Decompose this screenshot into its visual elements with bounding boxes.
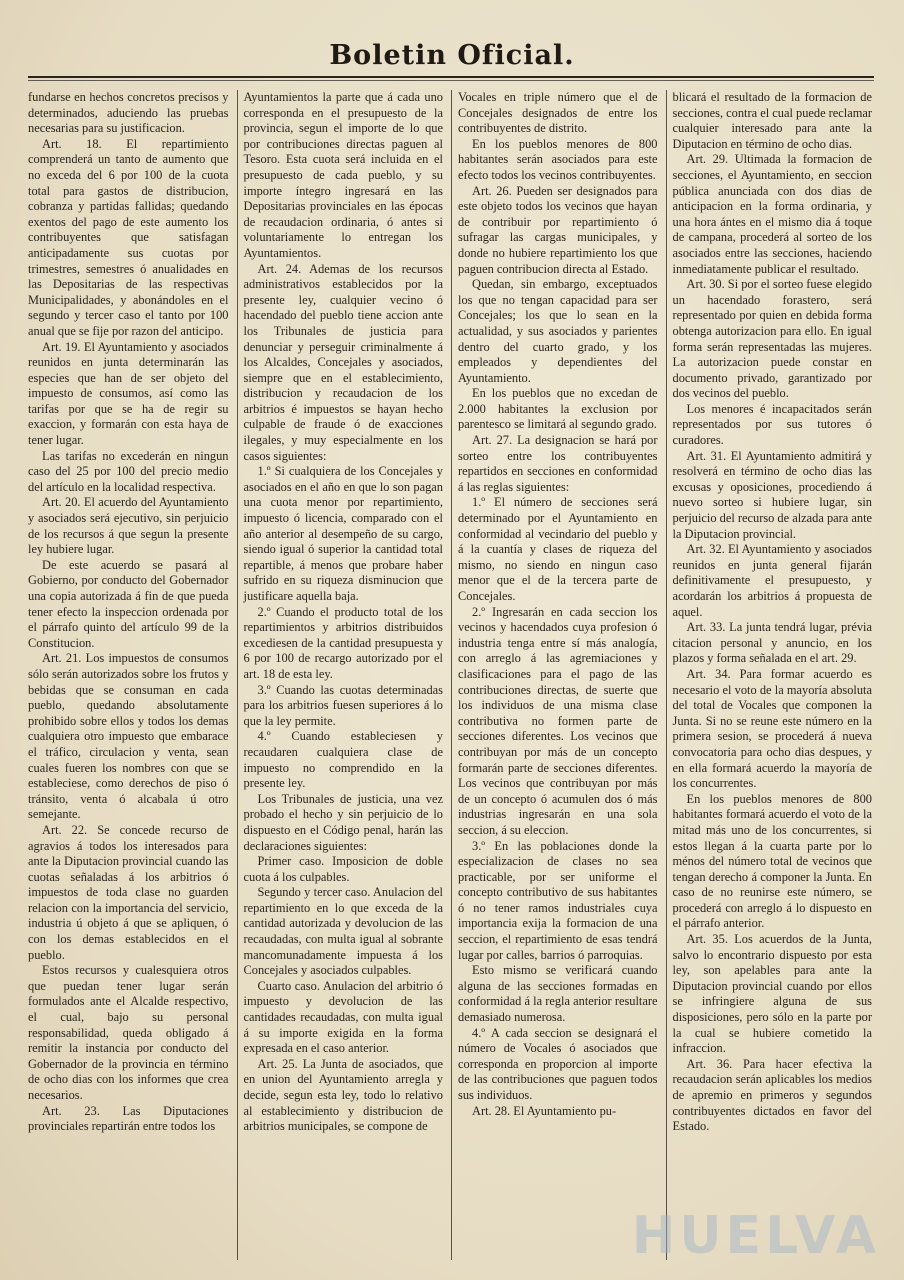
paragraph: Art. 24. Ademas de los recursos administrativos establecidos por la presente ley, cualquier vecino ó hacendado del pueblo tiene accion ante los Tribunales de justicia para denunciar y perseguir criminalmente á los Alcaldes, Concejales y asociados, siempre que en el establecimiento, distribucion y recaudacion de los arbitrios é impuestos se hayan hecho culpable de fraude ó de exacciones ilegales, y muy especialmente en los casos siguientes: xyxy=(243,261,443,463)
paragraph: 3.º Cuando las cuotas determinadas para los arbitrios fuesen superiores á lo que la ley permite. xyxy=(243,682,443,728)
paragraph: 4.º Cuando estableciesen y recaudaren cualquiera clase de impuesto no comprendido en la presente ley. xyxy=(243,729,443,791)
paragraph: Quedan, sin embargo, exceptuados los que no tengan capacidad para ser Concejales; los que lo sean en la actualidad, y sus asociados y parientes dentro del cuarto grado, y los empleados y dependientes del Ayuntamiento. xyxy=(458,277,658,385)
paragraph: 2.º Ingresarán en cada seccion los vecinos y hacendados cuya profesion ó industria tenga entre sí más analogía, con arreglo á las agremiaciones y clasificaciones para el pago de las contribuciones directas, de suerte que los individuos de una misma clase contributiva no formen parte de secciones diferentes. Los vecinos que contribuyan por más de un concepto formarán parte de secciones diferentes. Los vecinos que contribuyan por más de un concepto ó acumulen dos ó más industrias ingresarán en una sola seccion, á su eleccion. xyxy=(458,604,658,837)
paragraph: Art. 34. Para formar acuerdo es necesario el voto de la mayoría absoluta del total de Vocales que componen la Junta. Si no se reune este número en la primera sesion, se procederá á nueva convocatoria para ocho dias despues, y en ella formará acuerdo la mayoría de los concurrentes. xyxy=(672,666,872,791)
paragraph: En los pueblos menores de 800 habitantes formará acuerdo el voto de la mitad más uno de los concurrentes, si estos llegan á la cuarta parte por lo ménos del número total de vecinos que tengan derecho á componer la Junta. En caso de no reunirse este número, se procederá con arreglo á lo dispuesto en el párrafo anterior. xyxy=(672,791,872,931)
paragraph: Los Tribunales de justicia, una vez probado el hecho y sin perjuicio de lo dispuesto en el Código penal, harán las declaraciones siguientes: xyxy=(243,791,443,853)
column-2 xyxy=(237,90,452,1260)
paragraph: Art. 30. Si por el sorteo fuese elegido un hacendado forastero, será representado por quien en debida forma obtenga autorizacion para ello. En igual forma serán representadas las mujeres. La autorizacion puede constar en documento privado, garantizado por dos vecinos del pueblo. xyxy=(672,277,872,401)
header-rule xyxy=(28,76,874,78)
paragraph: Art. 31. El Ayuntamiento admitirá y resolverá en término de ocho dias las excusas y oposiciones, procediendo á nuevo sorteo si hubiere lugar, sin perjuicio del recurso de alzada para ante la Diputacion provincial. xyxy=(672,448,873,541)
column-1 xyxy=(22,90,237,1260)
paragraph: 1.º Si cualquiera de los Concejales y asociados en el año en que lo son pagan una cuota menor por repartimiento, impuesto ó licencia, comparado con el año anterior al desempeño de su cargo, siendo igual ó superior la cantidad total repartible, á menos que probare haber sufrido en su riqueza disminucion que justificare aquella baja. xyxy=(243,464,443,603)
paragraph: blicará el resultado de la formacion de secciones, contra el cual puede reclamar cualquier interesado para ante la Diputacion en término de ocho dias. xyxy=(672,90,873,151)
paragraph: 1.º El número de secciones será determinado por el Ayuntamiento en conformidad al vecindario del pueblo y á la cuantía y clases de riqueza del mismo, no siendo en ningun caso menor que el de la tercera parte de Concejales. xyxy=(458,495,658,603)
masthead-title: Boletin Oficial. xyxy=(329,40,575,71)
text-columns xyxy=(22,90,880,1260)
paragraph: Art. 27. La designacion se hará por sorteo entre los contribuyentes repartidos en secciones en conformidad á las reglas siguientes: xyxy=(458,433,658,494)
paragraph: Art. 29. Ultimada la formacion de secciones, el Ayuntamiento, en seccion pública anunciada con dos dias de anticipacion en la forma ordinaria, y una hora ántes en el mismo dia á toque de campana, procederá al sorteo de los asociados entre las secciones, haciendo inmediatamente publicar el resultado. xyxy=(672,152,872,276)
paragraph: Estos recursos y cualesquiera otros que puedan tener lugar serán formulados ante el Alcalde respectivo, el cual, bajo su personal responsabilidad, queda obligado á remitir la instancia por conducto del Gobernador de la provincia en término de ocho dias con los informes que crea necesarios. xyxy=(28,963,229,1102)
paragraph: Art. 25. La Junta de asociados, que en union del Ayuntamiento arregla y decide, segun esta ley, todo lo relativo al establecimiento y distribucion de arbitrios municipales, se compone de xyxy=(243,1056,443,1134)
paragraph: En los pueblos que no excedan de 2.000 habitantes la exclusion por parentesco se limitará al segundo grado. xyxy=(458,386,658,432)
paragraph: Art. 19. El Ayuntamiento y asociados reunidos en junta determinarán las especies que han de ser objeto del impuesto de consumos, así como las tarifas por que se ha de regir su exaccion, y formarán con esta haya de tener lugar. xyxy=(28,339,229,448)
paragraph: Art. 22. Se concede recurso de agravios á todos los interesados para ante la Diputacion provincial cuando las cuotas señaladas á los arbitrios ó impuestos de toda clase no guarden relacion con la importancia del servicio, industria ú objeto á que se apliquen, ó con los demas establecidos en el pueblo. xyxy=(28,822,229,962)
paragraph: Art. 21. Los impuestos de consumos sólo serán autorizados sobre los frutos y bebidas que se consuman en cada pueblo, quedando absolutamente prohibido sobre ellos y todos los demas cualquiera otro impuesto que embarace el tráfico, circulacion y venta, sean cuales fueren los nombres con que se estableciese, como derechos de piso ó tránsito, venta ó alcabala ú otro semejante. xyxy=(28,651,229,822)
paragraph: Art. 20. El acuerdo del Ayuntamiento y asociados será ejecutivo, sin perjuicio de los recursos á que segun la presente ley hubiere lugar. xyxy=(28,495,229,557)
paragraph: Vocales en triple número que el de Concejales designados de entre los contribuyentes de distrito. xyxy=(458,90,658,136)
paragraph: Cuarto caso. Anulacion del arbitrio ó impuesto y devolucion de las cantidades recaudadas, con multa igual á su importe exigida en la forma expresada en el caso anterior. xyxy=(243,978,443,1056)
paragraph: Art. 35. Los acuerdos de la Junta, salvo lo encontrario dispuesto por esta ley, son apelables para ante la Diputacion provincial cuando por ellos se infringiere alguna de sus disposiciones, pero sólo en la parte por la cual se hubiere cometido la infraccion. xyxy=(672,932,872,1056)
paragraph: Segundo y tercer caso. Anulacion del repartimiento en lo que exceda de la cantidad autorizada y devolucion de las recaudadas, con multa igual al sobrante mancomunadamente impuesta á los Concejales y asociados culpables. xyxy=(243,885,443,978)
paragraph: Los menores é incapacitados serán representados por sus tutores ó curadores. xyxy=(672,401,872,448)
paragraph: Ayuntamientos la parte que á cada uno corresponda en el presupuesto de la provincia, segun el importe de lo que por contribuciones directas paguen al Tesoro. Esta cuota será incluida en el presupuesto de cada pueblo, y su importe íntegro ingresará en las Depositarias provinciales en las épocas de recaudacion ordinaria, ó antes si voluntariamente lo entregan los Ayuntamientos. xyxy=(243,90,443,260)
paragraph: Art. 32. El Ayuntamiento y asociados reunidos en junta general fijarán definitivamente el presupuesto, y acordarán los arbitrios á propuesta de aquel. xyxy=(672,542,872,619)
library-watermark-logo: HUELVA xyxy=(631,1206,880,1266)
paragraph: Art. 36. Para hacer efectiva la recaudacion serán aplicables los medios de apremio en primeros y segundos contribuyentes dictados en favor del Estado. xyxy=(672,1056,872,1134)
paragraph: 3.º En las poblaciones donde la especializacion de clases no sea practicable, por ser uniforme el concepto contributivo de sus habitantes ó no tener ramos industriales cuya importancia exija la formacion de una seccion, el repartimiento de esas tendrá lugar por calles, barrios ó parroquias. xyxy=(458,838,658,962)
paragraph: 2.º Cuando el producto total de los repartimientos y arbitrios distribuidos excediesen de la cantidad presupuesta y 6 por 100 de recargo autorizado por el art. 18 de esta ley. xyxy=(243,604,443,681)
paragraph: En los pueblos menores de 800 habitantes serán asociados para este efecto todos los vecinos contribuyentes. xyxy=(458,136,658,182)
column-3 xyxy=(451,90,666,1260)
paragraph: 4.º A cada seccion se designará el número de Vocales ó asociados que corresponda en proporcion al importe de las contribuciones que paguen todos sus individuos. xyxy=(458,1025,658,1102)
paragraph: fundarse en hechos concretos precisos y determinados, aduciendo las pruebas necesarias para su justificacion. xyxy=(28,90,229,136)
header-rule-thin xyxy=(28,80,874,81)
paragraph: Art. 18. El repartimiento comprenderá un tanto de aumento que no exceda del 6 por 100 de la cuota total para gastos de distribucion, cobranza y partidas fallidas; quedando exentos del pago de este aumento los contribuyentes que satisfagan anticipadamente sus cuotas por trimestres, semestres ó anualidades en las Depositarias de las respectivas Municipalidades, y abonándoles en el segundo y tercer caso el tanto por 100 anual que se fije por razon del anticipo. xyxy=(28,136,229,338)
paragraph: Art. 23. Las Diputaciones provinciales repartirán entre todos los xyxy=(28,1103,229,1134)
paragraph: De este acuerdo se pasará al Gobierno, por conducto del Gobernador una copia autorizada á fin de que pueda tener efecto la inspeccion ordenada por el párrafo quinto del artículo 99 de la Constitucion. xyxy=(28,557,229,650)
paragraph: Primer caso. Imposicion de doble cuota á los culpables. xyxy=(243,854,443,884)
paragraph: Art. 33. La junta tendrá lugar, prévia citacion personal y anuncio, en los plazos y forma señalada en el art. 29. xyxy=(672,620,872,666)
paragraph: Las tarifas no excederán en ningun caso del 25 por 100 del precio medio del artículo en la localidad respectiva. xyxy=(28,448,229,494)
paragraph: Art. 26. Pueden ser designados para este objeto todos los vecinos que hayan de contribuir por repartimiento ó sufragar las cargas municipales, y donde no hubiere repartimiento los que paguen contribucion directa al Estado. xyxy=(458,183,658,276)
paragraph: Esto mismo se verificará cuando alguna de las secciones formadas en conformidad á la regla anterior resultare demasiado numerosa. xyxy=(458,963,658,1025)
column-4 xyxy=(666,90,881,1260)
paragraph: Art. 28. El Ayuntamiento pu- xyxy=(472,1103,617,1118)
